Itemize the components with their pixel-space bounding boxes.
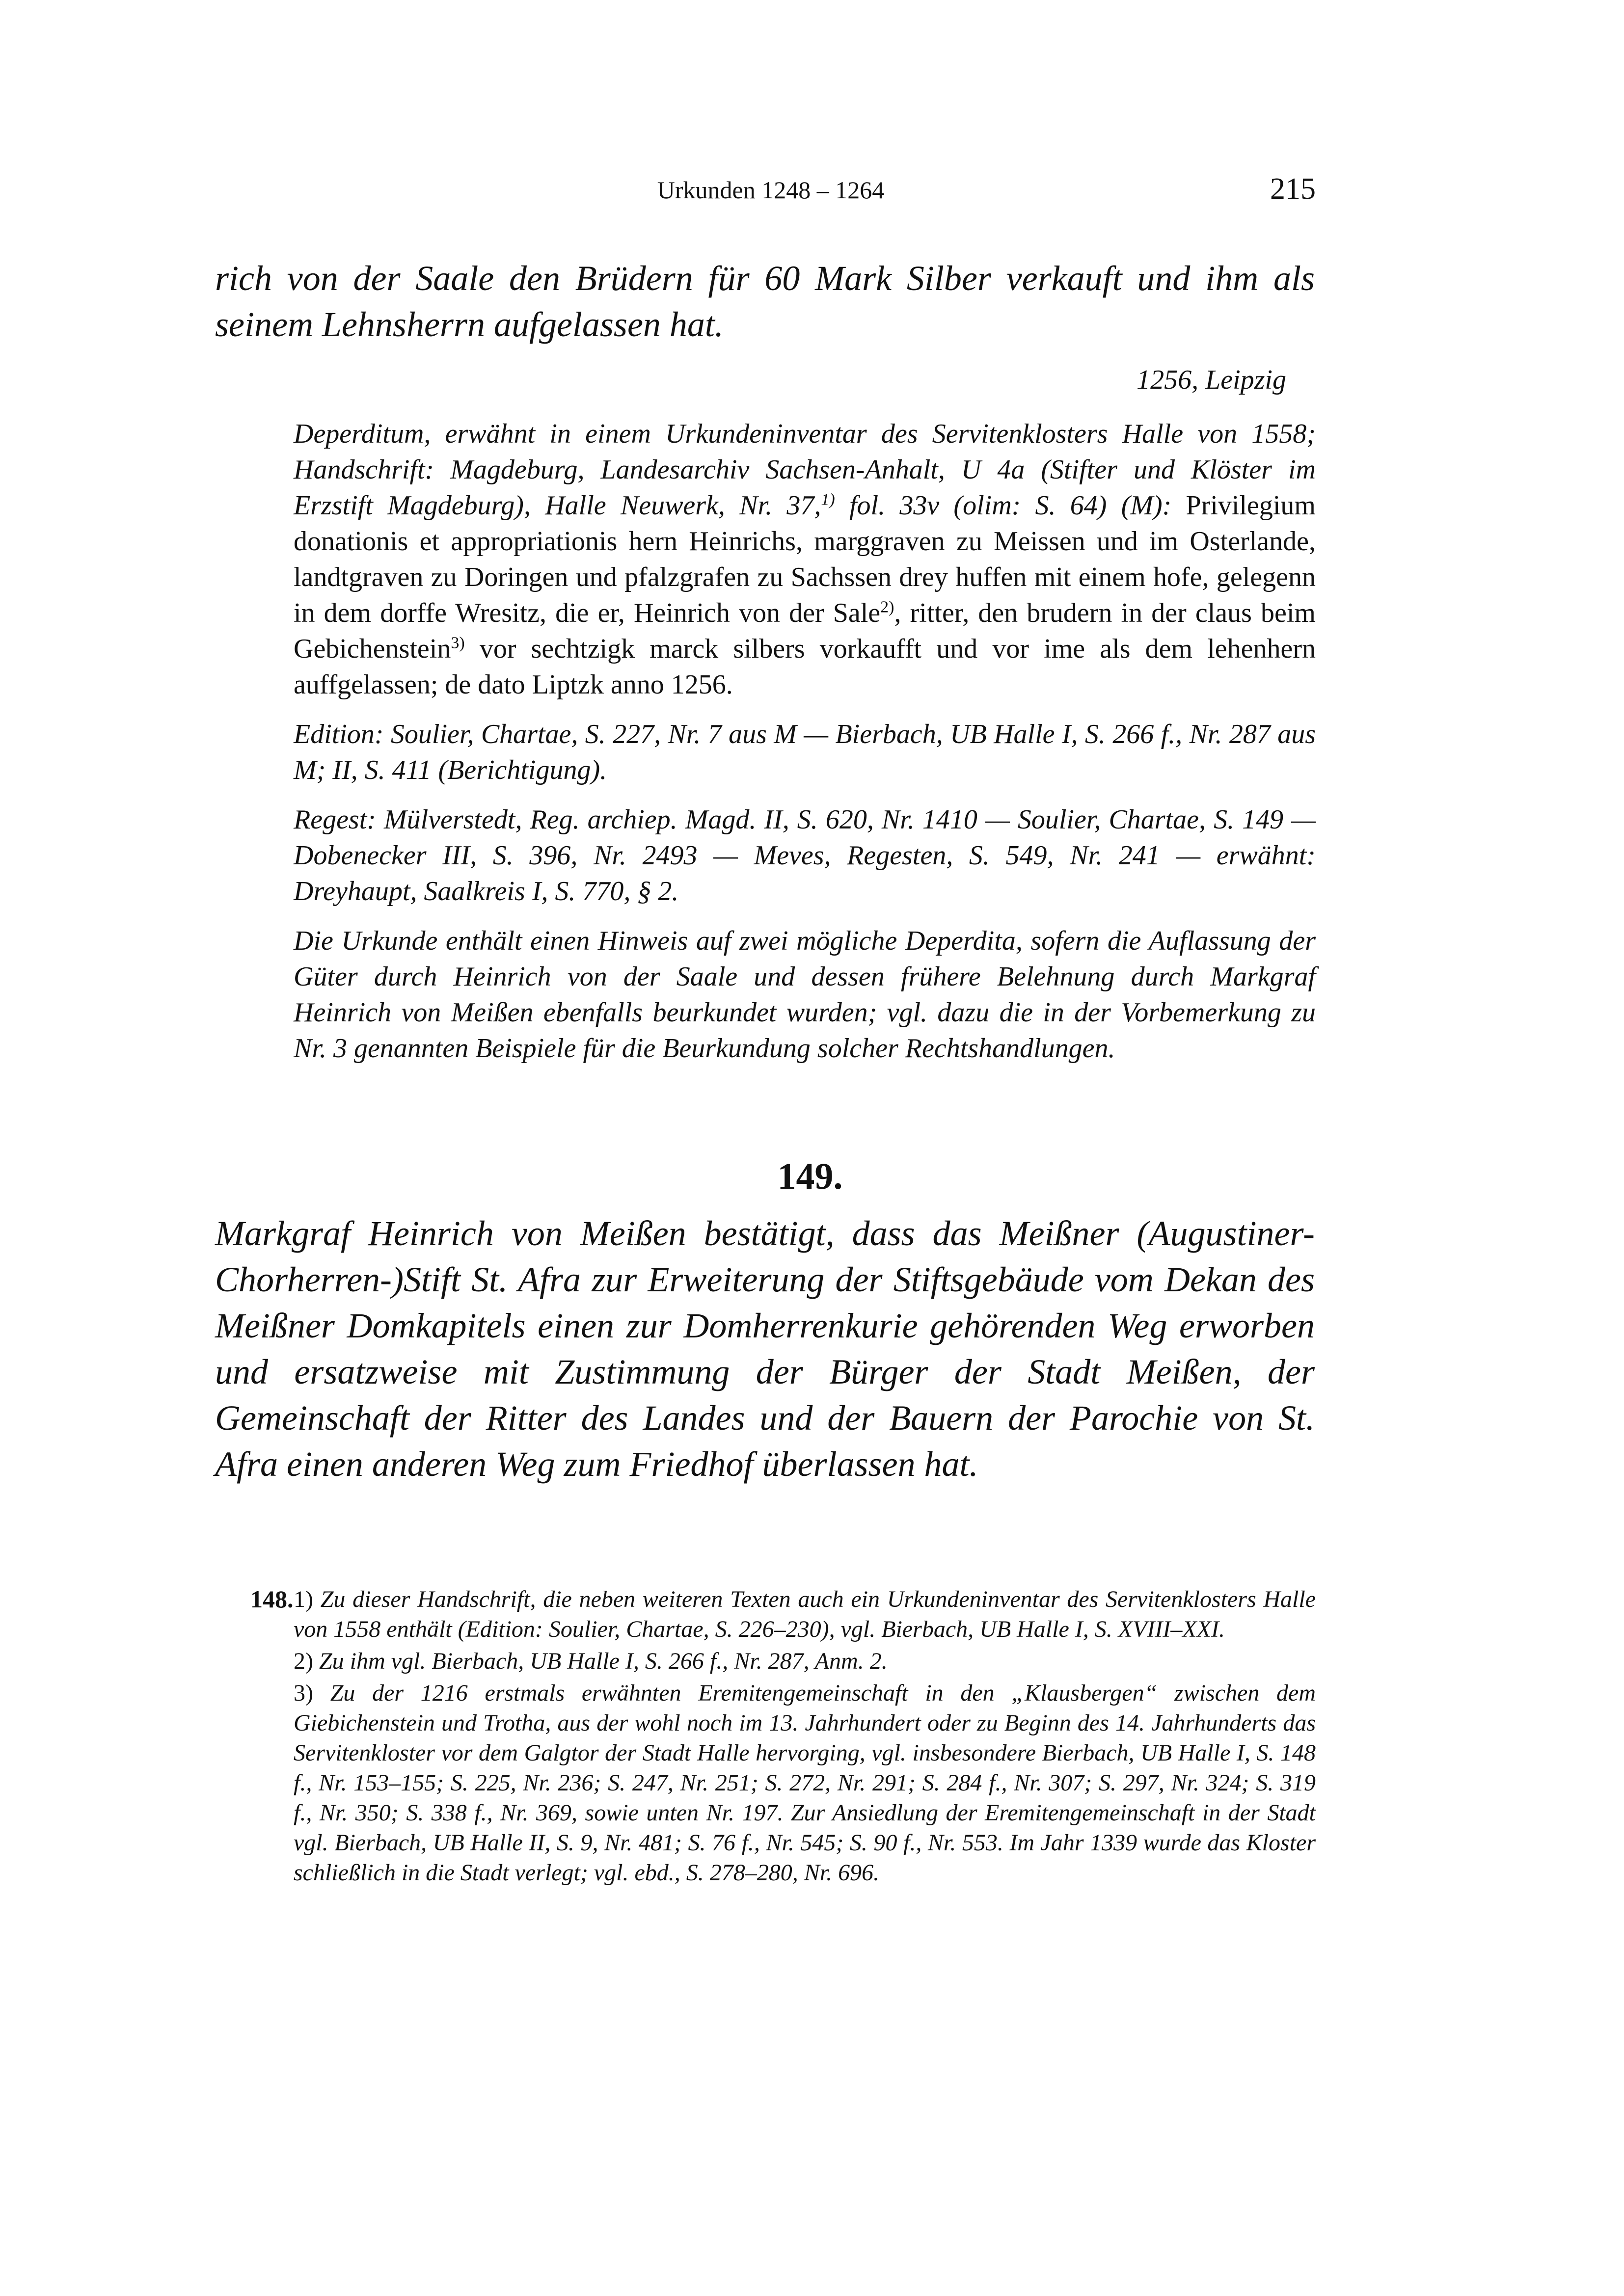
critical-apparatus: [294, 416, 1316, 1080]
tradition-text-2: , ritter, den brudern in der claus beim Gebichenstein: [294, 598, 1316, 664]
footnote-number: 1): [294, 1586, 313, 1612]
date-place: 1256, Leipzig: [1137, 365, 1286, 395]
footnote-item: [294, 1584, 1316, 1644]
footnote-marker-1[interactable]: 1): [821, 490, 835, 509]
footnote-list: [294, 1584, 1316, 1888]
regest-paragraph: Regest: Mülverstedt, Reg. archiep. Magd. II, S. 620, Nr. 1410 — Soulier, Chartae, S. 149 — Dobenecker III, S. 396, Nr. 2493 — Meves, Regesten, S. 549, Nr. 241 — erwähnt: Dreyhaupt, Saalkreis I, S. 770, § 2.: [294, 804, 1316, 907]
footnote-marker-3[interactable]: 3): [451, 634, 465, 652]
footnote-marker-2[interactable]: 2): [880, 598, 894, 616]
footnote-item: [294, 1678, 1316, 1888]
footnote-text: Zu der 1216 erstmals erwähnten Eremitengemeinschaft in den „Klausbergen“ zwischen dem Giebichenstein und Trotha, aus der wohl noch im 13. Jahrhundert oder zu Beginn des 14. Jahrhunderts das Servitenkloster vor dem Galgtor der Stadt Halle hervorging, vgl. insbesondere Bierbach, UB Halle I, S. 148 f., Nr. 153–155; S. 225, Nr. 236; S. 247, Nr. 251; S. 272, Nr. 291; S. 284 f., Nr. 307; S. 297, Nr. 324; S. 319 f., Nr. 350; S. 338 f., Nr. 369, sowie unten Nr. 197. Zur Ansiedlung der Eremitengemeinschaft in der Stadt vgl. Bierbach, UB Halle II, S. 9, Nr. 481; S. 76 f., Nr. 545; S. 90 f., Nr. 553. Im Jahr 1339 wurde das Kloster schließlich in die Stadt verlegt; vgl. ebd., S. 278–280, Nr. 696.: [294, 1680, 1316, 1886]
document-number: 149.: [777, 1156, 843, 1197]
running-head: Urkunden 1248 – 1264: [657, 176, 885, 204]
footnote-doc-label: 148.: [250, 1585, 294, 1613]
tradition-italic-2: fol. 33v (olim: S. 64) (M):: [835, 490, 1172, 521]
footnotes: [250, 1584, 1316, 1890]
footnote-item: [294, 1646, 1316, 1676]
tradition-text-1: Privilegium donationis et appropriationis hern Heinrichs, marggraven zu Meissen und im Osterlande, landtgraven zu Doringen und pfalzgrafen zu Sachssen drey huffen mit einem hofe, gelegenn in dem dorffe Wresitz, die er, Heinrich von der Sale: [294, 490, 1316, 628]
tradition-italic: Deperditum, erwähnt in einem Urkundeninventar des Servitenklosters Halle von 1558; Handschrift: Magdeburg, Landesarchiv Sachsen-Anhalt, U 4a (Stifter und Klöster im Erzstift Magdeburg), Halle Neuwerk, Nr. 37,: [294, 419, 1316, 521]
document-summary: Markgraf Heinrich von Meißen bestätigt, dass das Meißner (Augustiner-Chorherren-)Stift St. Afra zur Erweiterung der Stiftsgebäude vom Dekan des Meißner Domkapitels einen zur Domherrenkurie gehörenden Weg erworben und ersatzweise mit Zustimmung der Bürger der Stadt Meißen, der Gemeinschaft der Ritter des Landes und der Bauern der Parochie von St. Afra einen anderen Weg zum Friedhof überlassen hat.: [215, 1214, 1315, 1484]
edition-paragraph: Edition: Soulier, Chartae, S. 227, Nr. 7 aus M — Bierbach, UB Halle I, S. 266 f., Nr. 287 aus M; II, S. 411 (Berichtigung).: [294, 719, 1316, 785]
footnote-number: 3): [294, 1680, 313, 1706]
footnote-text: Zu dieser Handschrift, die neben weiteren Texten auch ein Urkundeninventar des Servitenklosters Halle von 1558 enthält (Edition: Soulier, Chartae, S. 226–230), vgl. Bierbach, UB Halle I, S. XVIII–XXI.: [294, 1586, 1316, 1642]
tradition-paragraph: [294, 416, 1316, 703]
page-number: 215: [1270, 172, 1316, 206]
footnote-number: 2): [294, 1648, 313, 1674]
footnote-text: Zu ihm vgl. Bierbach, UB Halle I, S. 266 f., Nr. 287, Anm. 2.: [319, 1648, 888, 1674]
commentary-paragraph: Die Urkunde enthält einen Hinweis auf zwei mögliche Deperdita, sofern die Auflassung der Güter durch Heinrich von der Saale und dessen frühere Belehnung durch Markgraf Heinrich von Meißen ebenfalls beurkundet wurden; vgl. dazu die in der Vorbemerkung zu Nr. 3 genannten Beispiele für die Beurkundung solcher Rechtshandlungen.: [294, 926, 1316, 1064]
previous-doc-summary: rich von der Saale den Brüdern für 60 Mark Silber verkauft und ihm als seinem Lehnsherrn aufgelassen hat.: [215, 259, 1315, 344]
tradition-text-3: vor sechtzigk marck silbers vorkaufft und vor ime als dem lehenhern auffgelassen; de dato Liptzk anno 1256.: [294, 634, 1316, 700]
